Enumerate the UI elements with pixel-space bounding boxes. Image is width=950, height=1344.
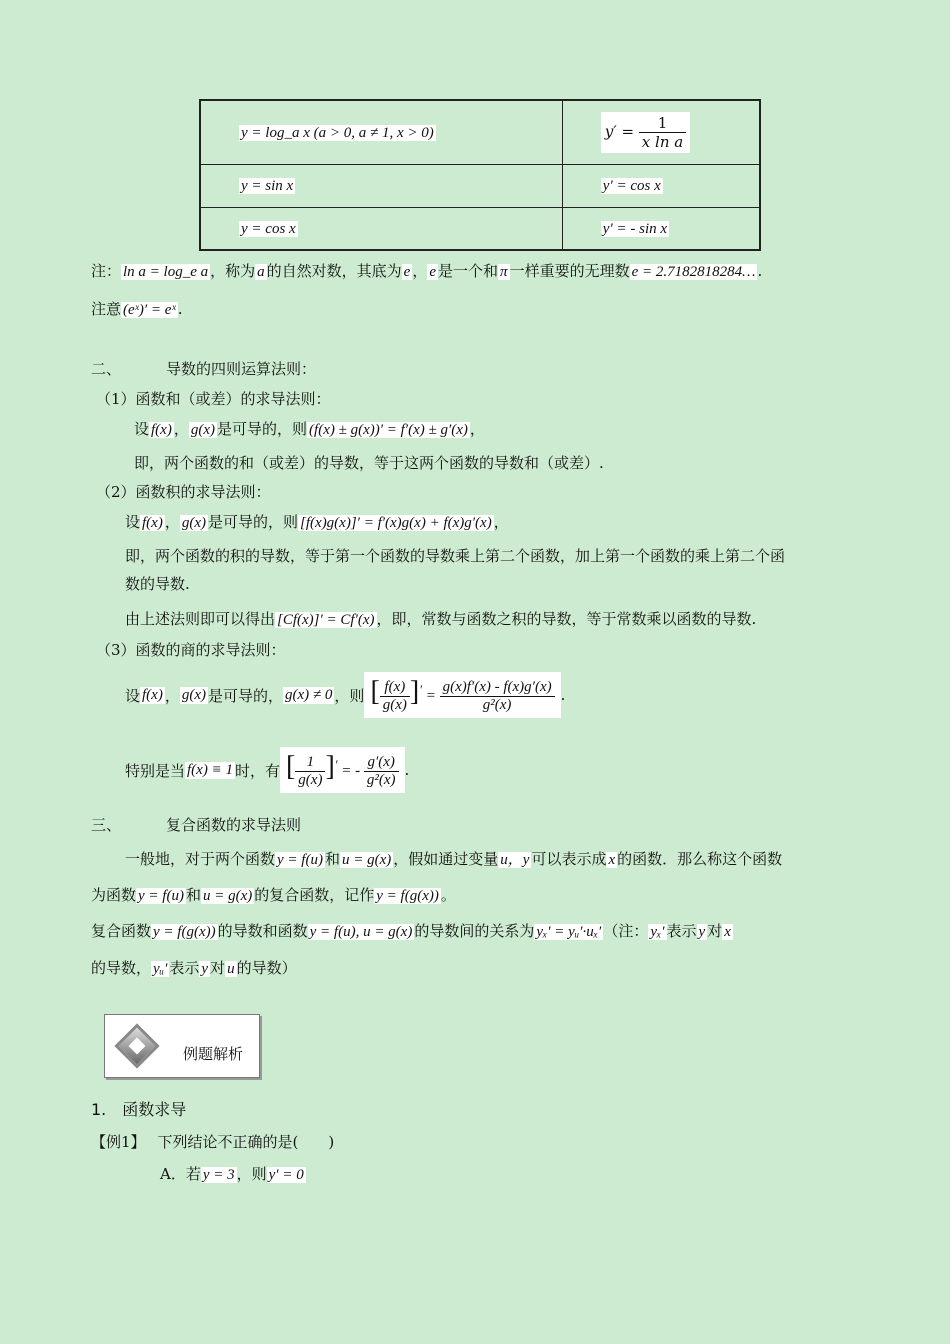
text: ，	[173, 420, 189, 438]
formula: g(x)	[181, 686, 207, 703]
text: （注：	[603, 922, 649, 940]
formula: y′ = - sin x	[602, 220, 668, 237]
text: .	[560, 686, 566, 704]
composite-paragraph	[91, 920, 733, 941]
text: 设	[125, 686, 141, 705]
text: ，	[493, 513, 509, 531]
rule-statement	[125, 664, 565, 726]
text: 时，有	[234, 761, 280, 780]
text: 一般地，对于两个函数	[125, 850, 276, 868]
rule-heading: （1）函数和（或差）的求导法则：	[96, 390, 331, 408]
formula: g(x)	[181, 515, 207, 531]
formula: u = g(x)	[202, 888, 253, 904]
text: ，	[412, 262, 428, 280]
text: ，则	[236, 1165, 267, 1183]
formula: (eˣ)′ = eˣ	[123, 302, 176, 318]
table-cell	[562, 100, 760, 164]
text: 为函数	[91, 886, 137, 904]
text: ，	[164, 513, 180, 531]
formula: y = f(u)	[277, 852, 323, 868]
formula: [f(x)g(x)]′ = f′(x)g(x) + f(x)g′(x)	[300, 515, 492, 531]
text: 表示	[666, 922, 697, 940]
fraction	[440, 679, 555, 714]
formula: yᵤ′	[153, 961, 168, 977]
question-text: 下列结论不正确的是( )	[157, 1133, 335, 1151]
formula: x	[724, 924, 731, 940]
text: .	[757, 262, 763, 280]
formula: (f(x) ± g(x))′ = f′(x) ± g′(x)	[309, 422, 468, 438]
formula: y	[201, 961, 209, 977]
text: ，称为	[210, 262, 256, 280]
text: ，假如通过变量	[393, 850, 499, 868]
formula: π	[500, 264, 508, 280]
formula: [Cf(x)]′ = Cf′(x)	[277, 612, 375, 628]
text: 是一个和	[438, 262, 499, 280]
example-question	[91, 1131, 334, 1152]
topic-heading: 1. 函数求导	[91, 1100, 187, 1119]
table-cell	[562, 207, 760, 250]
formula: a	[257, 264, 265, 280]
text: 的导数和函数	[217, 922, 308, 940]
fraction-numerator: g(x)f′(x) - f(x)g′(x)	[440, 679, 555, 697]
formula: u	[227, 961, 235, 977]
composite-paragraph	[125, 848, 782, 869]
text: 的导数间的关系为	[414, 922, 535, 940]
formula: y = f(g(x))	[376, 888, 439, 904]
option-label: A．若	[160, 1165, 201, 1183]
note-natural-log	[91, 260, 762, 281]
rule-heading: （3）函数的商的求导法则：	[96, 641, 286, 659]
text: 和	[324, 850, 340, 868]
rule-explanation: 即，两个函数的和（或差）的导数，等于这两个函数的导数和（或差）.	[134, 454, 604, 472]
example-tag: 【例1】	[91, 1133, 146, 1151]
derivative-table	[199, 99, 761, 251]
fraction	[380, 679, 410, 714]
formula: yₓ′ = yᵤ′·uₓ′	[536, 924, 602, 940]
fraction-denominator: x ln a	[641, 132, 684, 151]
fraction-denominator: g²(x)	[366, 772, 396, 789]
text: 的复合函数，记作	[254, 886, 375, 904]
rule-corollary	[125, 608, 756, 629]
fraction-denominator: g²(x)	[482, 697, 512, 714]
formula: e = 2.7182818284…	[631, 264, 756, 280]
quotient-formula: [ $\frac{f(x)}{g(x)}$ ]′ = $\frac{g(x)f'(x) - f(x)g'(x)}{\text{g²(x)}}$	[364, 672, 560, 718]
formula: ln a = log_e a	[123, 264, 209, 280]
formula: e	[403, 264, 411, 280]
formula: f(x) ≡ 1	[187, 761, 233, 778]
note-exp-derivative	[91, 298, 182, 319]
text: .	[404, 761, 410, 779]
section-number: 三、	[91, 816, 122, 834]
formula: e	[429, 264, 437, 280]
special-case	[125, 740, 409, 800]
formula: g(x) ≠ 0	[285, 686, 333, 703]
section-number: 二、	[91, 360, 122, 378]
formula: f(x)	[151, 422, 172, 438]
text: .	[177, 300, 183, 318]
fraction-denominator: g(x)	[298, 772, 323, 789]
formula: u，y	[500, 852, 530, 868]
section-heading	[91, 358, 316, 379]
table-cell	[200, 164, 562, 207]
formula: y = f(u)	[138, 888, 184, 904]
section-title: 复合函数的求导法则	[166, 816, 302, 834]
formula: y	[698, 924, 706, 940]
text: 的函数．那么称这个函数	[617, 850, 783, 868]
formula: y = log_a x (a > 0, a ≠ 1, x > 0)	[241, 124, 434, 141]
fraction-numerator: f(x)	[380, 679, 410, 697]
option-a[interactable]	[160, 1163, 306, 1184]
text: ，则	[334, 686, 365, 705]
formula: y = f(g(x))	[153, 924, 216, 940]
table-cell	[562, 164, 760, 207]
note-label: 注意	[91, 300, 122, 318]
fraction-numerator: 1	[295, 754, 325, 772]
composite-paragraph	[91, 884, 456, 905]
section-title: 导数的四则运算法则：	[166, 360, 317, 378]
fraction	[295, 754, 325, 789]
text: 复合函数	[91, 922, 152, 940]
fraction	[364, 754, 399, 789]
rule-statement	[134, 418, 485, 439]
formula: y = cos x	[241, 220, 296, 237]
rule-explanation: 即，两个函数的积的导数，等于第一个函数的导数乘上第二个函数，加上第一个函数的乘上第二个函	[125, 547, 786, 565]
rule-explanation: 数的导数.	[125, 575, 190, 593]
formula: y′ =	[604, 122, 635, 141]
text: 。	[440, 886, 456, 904]
text: 是可导的，	[208, 686, 284, 705]
text: ，	[164, 686, 180, 705]
diamond-icon	[114, 1023, 159, 1068]
fraction-numerator: g′(x)	[364, 754, 399, 772]
text: 对	[210, 959, 226, 977]
fraction-denominator: g(x)	[382, 697, 407, 714]
composite-paragraph	[91, 957, 297, 978]
text: 的导数，	[91, 959, 152, 977]
formula: u = g(x)	[341, 852, 392, 868]
note-label: 注：	[91, 262, 122, 280]
text: 一样重要的无理数	[509, 262, 630, 280]
table-cell	[200, 100, 562, 164]
text: 特别是当	[125, 761, 186, 780]
formula: g(x)	[190, 422, 216, 438]
text: 是可导的，则	[217, 420, 308, 438]
text: ，即，常数与函数之积的导数，等于常数乘以函数的导数.	[376, 610, 757, 628]
formula: y′ = cos x	[602, 178, 661, 194]
text: ，	[469, 420, 485, 438]
section-heading	[91, 814, 301, 835]
formula: yₓ′	[650, 924, 665, 940]
text: 设	[134, 420, 150, 438]
text: 的导数）	[236, 959, 297, 977]
text: 和	[185, 886, 201, 904]
text: 的自然对数，其底为	[266, 262, 402, 280]
formula: x	[608, 852, 616, 868]
example-badge	[104, 1014, 260, 1078]
fraction	[639, 114, 686, 151]
formula: f(x)	[142, 686, 163, 703]
text: 可以表示成	[531, 850, 607, 868]
formula: y = f(u), u = g(x)	[309, 924, 413, 940]
reciprocal-formula: [ $\frac{1}{g(x)}$ ]′ = - $\frac{g'(x)}{\text{g²(x)}}$	[280, 747, 405, 793]
rule-heading: （2）函数积的求导法则：	[96, 483, 271, 501]
text: 对	[707, 922, 723, 940]
text: 是可导的，则	[208, 513, 299, 531]
text: 设	[125, 513, 141, 531]
table-cell	[200, 207, 562, 250]
rule-statement	[125, 511, 509, 532]
formula: y′ = 0	[268, 1167, 304, 1183]
formula: f(x)	[142, 515, 163, 531]
formula: y = sin x	[241, 178, 294, 194]
text: 表示	[169, 959, 200, 977]
text: 由上述法则即可以得出	[125, 610, 276, 628]
fraction-numerator: 1	[639, 114, 686, 133]
formula: y = 3	[202, 1167, 235, 1183]
badge-label: 例题解析	[183, 1045, 244, 1063]
